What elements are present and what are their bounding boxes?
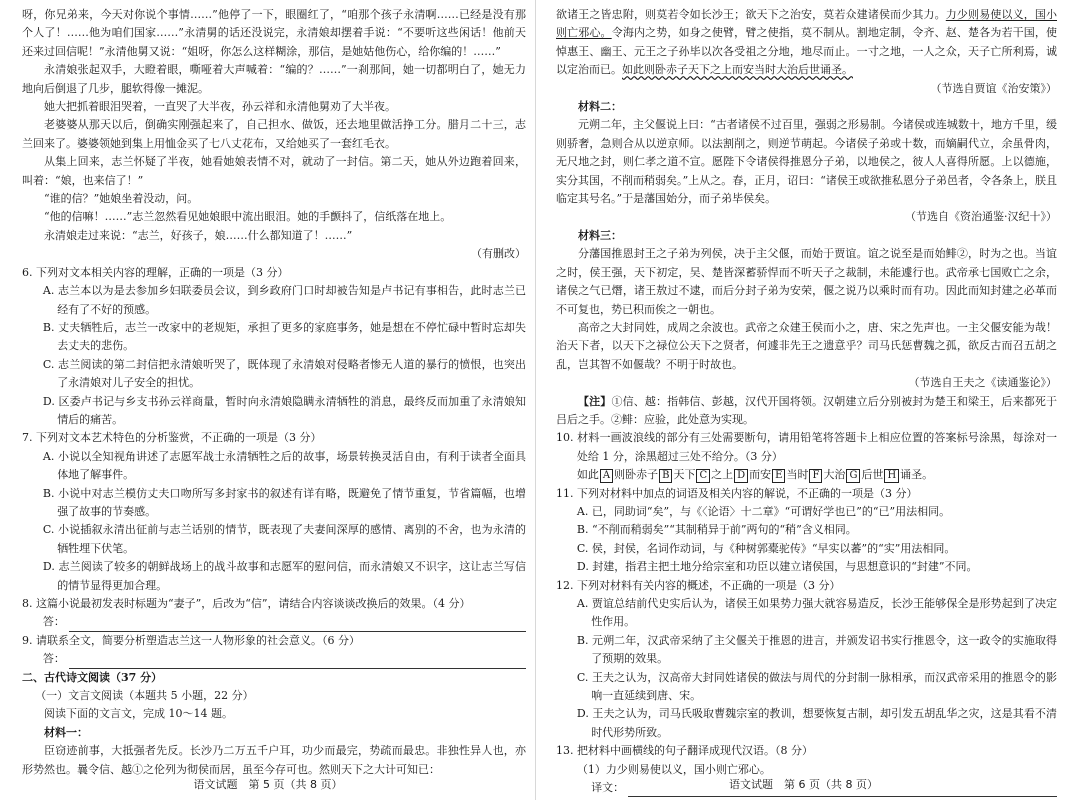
question-11-stem: 11. 下列对材料中加点的词语及相关内容的解说，不正确的一项是（3 分） (556, 486, 918, 500)
segment: 如此 (576, 468, 599, 482)
segment: 则卧赤子 (614, 468, 659, 482)
question-11-option-c: C. 侯，封侯，名词作动词，与《种树郭橐驼传》“早实以蕃”的“实”用法相同。 (576, 541, 956, 555)
question-6-option-c: C. 志兰阅读的第二封信把永清娘听哭了，既体现了永清娘对侵略者惨无人道的暴行的愤恨，也突出了永清娘对儿子安全的担忧。 (42, 357, 526, 390)
segment: 而安 (749, 468, 772, 482)
question-7-option-a: A. 小说以全知视角讲述了志愿军战士永清牺牲之后的故事，场景转换灵活自由，有利于读者全面具体地了解事件。 (42, 449, 526, 482)
question-7-option-b: B. 小说中对志兰模仿丈夫口吻所写多封家书的叙述有详有略，既避免了情节重复，节省篇幅，也增强了故事的节奏感。 (42, 486, 526, 518)
break-box[interactable]: B (659, 469, 672, 483)
material-1-wavy-sentence: 如此则卧赤子天下之上而安当时大治后世诵圣。 (622, 63, 853, 77)
story-paragraph: “他的信嘛！……”志兰忽然看见她娘眼中流出眼泪。她的手颤抖了，信纸落在地上。 (44, 210, 452, 224)
page-right (536, 0, 1071, 800)
question-12-stem: 12. 下列对材料有关内容的概述，不正确的一项是（3 分） (556, 578, 841, 592)
material-2-label: 材料二： (578, 100, 622, 114)
question-7-stem: 7. 下列对文本艺术特色的分析鉴赏，不正确的一项是（3 分） (22, 431, 322, 445)
story-edit-note: （有删改） (471, 247, 526, 261)
break-box[interactable]: C (696, 469, 710, 483)
question-9-stem: 9. 请联系全文，简要分析塑造志兰这一人物形象的社会意义。（6 分） (22, 633, 360, 647)
material-1-text-a: 欲诸王之皆忠附，则莫若令如长沙王；欲天下之治安，莫若众建诸侯而少其力。 (556, 8, 946, 21)
material-1-source: （节选自贾谊《治安策》） (930, 81, 1057, 95)
question-11-option-a: A. 已，同助词“矣”，与《〈论语〉十二章》“可谓好学也已”的“已”用法相同。 (576, 504, 951, 518)
break-box[interactable]: H (884, 469, 899, 483)
story-paragraph: 永清娘走过来说：“志兰，好孩子，娘……什么都知道了！……” (44, 228, 353, 242)
question-6-option-d: D. 区委卢书记与乡支书孙云祥商量，暂时向永清娘隐瞒永清牺牲的消息，最终反而加重了永清娘知情后的痛苦。 (42, 394, 526, 426)
question-12-option-a: A. 贾谊总结前代史实后认为，诸侯王如果势力强大就容易造反，长沙王能够保全是形势起到了决定性作用。 (576, 597, 1057, 629)
material-3-label: 材料三： (578, 228, 622, 242)
question-8-stem: 8. 这篇小说最初发表时标题为“妻子”，后改为“信”，请结合内容谈谈改换后的效果。（4 分） (22, 597, 471, 610)
story-paragraph: 从集上回来，志兰怀疑了半夜，她看她娘表情不对，就动了一封信。第二天，她从外边跑着回来，叫着：“娘，也来信了！” (22, 155, 526, 187)
answer-label: 答： (42, 652, 65, 666)
material-2-text: 元朔二年，主父偃说上曰：“古者诸侯不过百里，强弱之形易制。今诸侯或连城数十，地方千里，缓则骄奢，急则合从以逆京师。以法割削之，则逆节萌起。今诸侯子弟或十数，而嫡嗣代立，余虽骨肉，无尺地之封，则仁孝之道不宣。愿陛下令诸侯得推恩分子弟，以地侯之，彼人人喜得所愿。上以德施，实分其国，不削而稍弱矣。”上从之。春，正月，诏曰：“诸侯王或欲推私恩分子弟邑者，令各条上，朕且临定其号名。”于是藩国始分，而子弟毕侯矣。 (556, 118, 1057, 206)
question-6-option-b: B. 丈夫牺牲后，志兰一改家中的老规矩，承担了更多的家庭事务，她是想在不停忙碌中暂时忘却失去丈夫的悲伤。 (42, 320, 526, 353)
segment: 当时 (786, 468, 809, 482)
break-box[interactable]: F (809, 469, 822, 483)
material-1-continued (556, 6, 1057, 80)
story-paragraph: 呀，你兄弟来，今天对你说个事情……”他停了一下，眼圈红了，“咱那个孩子永清啊……已经是没有那个人了！……他为咱们国家……”永清舅的话还没说完，永清娘却摆着手说：“不要听这些闲话！他前天还来过回信呢！”永清他舅又说：“姐呀，你怎么这样糊涂，那信，是她姑他伤心，给你编的！……” (22, 8, 526, 58)
question-7-option-c: C. 小说插叙永清出征前与志兰话别的情节，既表现了夫妻间深厚的感情、离别的不舍，也为永清的牺牲埋下伏笔。 (42, 523, 526, 555)
page-footer-right: 语文试题 第 6 页（共 8 页） (729, 778, 878, 791)
question-11-option-d: D. 封建，指君主把土地分给宗室和功臣以建立诸侯国，与思想意识的“封建”不同。 (576, 560, 978, 574)
material-1-text: 臣窃迹前事，大抵强者先反。长沙乃二万五千户耳，功少而最完，势疏而最忠。非独性异人也，亦形势然也。曩令信、越①之伦列为彻侯而居，虽至今存可也。然则天下之大计可知已： (22, 744, 526, 776)
material-1-underlined-sentence: 力少则易使以义，国小则亡邪心。 (556, 8, 1058, 40)
question-12-option-c: C. 王夫之认为，汉高帝大封同姓诸侯的做法与周代的分封制一脉相承，而汉武帝采用的推恩令的影响一直延续到唐、宋。 (576, 670, 1057, 703)
segment: 诵圣。 (900, 468, 934, 482)
question-13-stem: 13. 把材料中画横线的句子翻译成现代汉语。（8 分） (556, 744, 813, 758)
question-12-option-b: B. 元朔二年，汉武帝采纳了主父偃关于推恩的进言，并颁发诏书实行推恩令，这一政令的实施取得了预期的效果。 (576, 633, 1057, 666)
break-box[interactable]: A (600, 469, 613, 483)
material-3-text-b: 高帝之大封同姓，成周之余波也。武帝之众建王侯而小之，唐、宋之先声也。一主父偃安能为哉！治天下者，以天下之禄位公天下之贤者，何遽非先王之遗意乎？司马氏惩曹魏之孤，欲反古而召五胡之乱，岂其智不如偃哉？不明于时故也。 (556, 320, 1057, 371)
question-10-sentence (556, 466, 1057, 484)
material-2-source: （节选自《资治通鉴·汉纪十》） (905, 210, 1057, 224)
story-paragraph: “谁的信？”她娘坐着没动，问。 (44, 192, 199, 206)
break-box[interactable]: G (846, 469, 860, 483)
story-paragraph: 她大把抓着眼泪哭着，一直哭了大半夜，孙云祥和永清他舅劝了大半夜。 (44, 100, 396, 114)
question-6-option-a: A. 志兰本以为是去参加乡妇联委员会议，到乡政府门口时却被告知是卢书记有事相告，此时志兰已经有了不好的预感。 (42, 284, 526, 316)
question-6-stem: 6. 下列对文本相关内容的理解，正确的一项是（3 分） (22, 265, 289, 279)
material-3-source: （节选自王夫之《读通鉴论》） (908, 376, 1057, 390)
question-11-option-b: B. “不削而稍弱矣”“其制稍异于前”两句的“稍”含义相同。 (576, 523, 857, 537)
question-10-stem: 10. 材料一画波浪线的部分有三处需要断句，请用铅笔将答题卡上相应位置的答案标号涂黑，每涂对一处给 1 分，涂黑超过三处不给分。（3 分） (556, 431, 1057, 463)
segment: 天下 (673, 468, 696, 482)
break-box[interactable]: D (734, 469, 748, 483)
translation-label: 译文： (591, 781, 625, 795)
question-13-item-1: （1）力少则易使以义，国小则亡邪心。 (576, 762, 771, 776)
segment: 大治 (823, 468, 846, 482)
answer-label: 答： (42, 615, 65, 629)
story-paragraph: 老婆婆从那天以后，倒确实刚强起来了，自己担水、做饭，还去地里做活挣工分。腊月二十三，志兰回来了。婆婆领她到集上用恤金买了七八丈花布，又给她买了一套红毛衣。 (22, 118, 526, 150)
question-9-answer-line[interactable] (22, 650, 526, 668)
question-7-option-d: D. 志兰阅读了较多的朝鲜战场上的战斗故事和志愿军的慰问信，而永清娘又不识字，这让志兰写信的情节显得更加合理。 (42, 560, 526, 592)
section-2-instruction: 阅读下面的文言文，完成 10～14 题。 (44, 707, 233, 721)
section-2-sub-heading: （一）文言文阅读（本题共 5 小题，22 分） (35, 689, 254, 703)
break-box[interactable]: E (772, 469, 785, 483)
material-1-label: 材料一： (44, 725, 88, 739)
question-12-option-d: D. 王夫之认为，司马氏吸取曹魏宗室的教训，想要恢复古制，却引发五胡乱华之灾，这是其看不清时代形势所致。 (576, 707, 1057, 739)
section-2-heading: 二、古代诗文阅读（37 分） (22, 670, 163, 684)
material-1-text-b: 令海内之势，如身之使臂，臂之使指，莫不制从。割地定制，令齐、赵、楚各为若干国，使悼惠王、幽王、元王之子孙毕以次各受祖之分地，地尽而止。一寸之地，一人之众，天子亡所利焉，诚以定治而已。 (556, 26, 1058, 77)
annotation-note (556, 393, 1057, 430)
material-3-text-a: 分藩国推恩封王之子弟为列侯，决于主父偃，而始于贾谊。谊之说至是而始鲱②，时为之也。当谊之时，侯王强，天下初定，吴、楚皆深蓄骄悍而不听天子之裁制，未能遽行也。武帝承七国败亡之余，诸侯之气已熸，诸王敖过不逮，而后分封子弟为安荣，偃之说乃以乘时而有功。因此而知封建之必革而不可复也，势已积而俟之一朝也。 (556, 247, 1057, 316)
note-label: 【注】 (578, 394, 612, 408)
segment: 之上 (711, 468, 734, 482)
note-text: ①信、越：指韩信、彭越，汉代开国将领。汉朝建立后分别被封为楚王和梁王，后来都死于吕后之手。②鲱：应验，此处意为实现。 (556, 394, 1058, 426)
segment: 后世 (861, 468, 884, 482)
story-paragraph: 永清娘张起双手，大瞪着眼，嘶哑着大声喊着：“编的？……”一刹那间，她一切都明白了，她无力地向后倒退了几步，腿软得像一摊泥。 (22, 63, 526, 95)
page-footer-left: 语文试题 第 5 页（共 8 页） (193, 778, 343, 791)
question-8-answer-line[interactable] (22, 613, 526, 631)
